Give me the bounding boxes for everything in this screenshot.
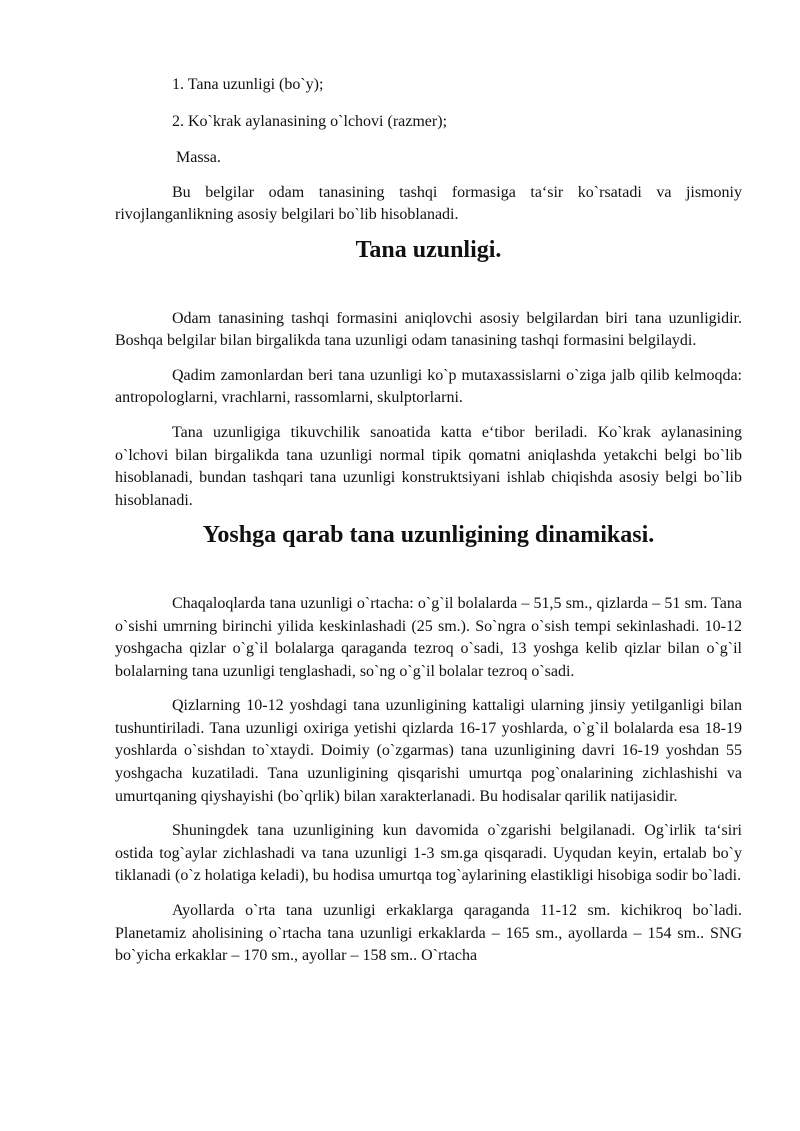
list-item-chest-girth: 2. Ko`krak aylanasining o`lchovi (razmer);	[172, 112, 448, 130]
document-body	[115, 74, 742, 980]
list-item-mass: Massa.	[176, 149, 221, 167]
list-item-body-length: 1. Tana uzunligi (bo`y);	[172, 76, 324, 93]
paragraph: Chaqaloqlarda tana uzunligi o`rtacha: o`g`il bolalarda – 51,5 sm., qizlarda – 51 sm. Tana o`sishi umrning birinchi yilida keskinlashadi (25 sm.). So`ngra o`sish tempi sekinlashadi. 10-12 yoshgacha qizlar o`g`il bolalarga qaraganda tezroq o`sadi, 13 yoshga kelib qizlar bilan o`g`il bolalarning tana uzunligi tenglashadi, so`ng o`g`il bolalar tezroq o`sadi.	[115, 594, 742, 680]
section-heading-age-dynamics: Yoshga qarab tana uzunligining dinamikasi.	[202, 522, 655, 549]
intro-paragraph: Bu belgilar odam tanasining tashqi formasiga ta‘sir ko`rsatadi va jismoniy rivojlanganlikning asosiy belgilari bo`lib hisoblanadi.	[115, 183, 742, 224]
paragraph: Ayollarda o`rta tana uzunligi erkaklarga qaraganda 11-12 sm. kichikroq bo`ladi. Planetamiz aholisining o`rtacha tana uzunligi erkaklarda – 165 sm., ayollarda – 154 sm.. SNG bo`yicha erkaklar – 170 sm., ayollar – 158 sm.. O`rtacha	[115, 902, 742, 965]
paragraph: Shuningdek tana uzunligining kun davomida o`zgarishi belgilanadi. Og`irlik ta‘siri ostida tog`aylar zichlashadi va tana uzunligi 1-3 sm.ga qisqaradi. Uyqudan keyin, ertalab bo`y tiklanadi (o`z holatiga keladi), bu hodisa umurtqa tog`aylarining elastikligi hisobiga sodir bo`ladi.	[115, 822, 742, 885]
paragraph: Odam tanasining tashqi formasini aniqlovchi asosiy belgilardan biri tana uzunligidir. Boshqa belgilar bilan birgalikda tana uzunligi odam tanasining tashqi formasini belgilaydi.	[115, 309, 742, 350]
paragraph: Qadim zamonlardan beri tana uzunligi ko`p mutaxassislarni o`ziga jalb qilib kelmoqda: antropologlarni, vrachlarni, rassomlarni, skulptorlarni.	[115, 366, 742, 407]
section-heading-body-length: Tana uzunligi.	[355, 236, 502, 263]
paragraph: Qizlarning 10-12 yoshdagi tana uzunligining kattaligi ularning jinsiy yetilganligi bilan tushuntiriladi. Tana uzunligi oxiriga yetishi qizlarda 16-17 yoshlarda, o`g`il bolalarda esa 18-19 yoshlarda o`sishdan to`xtaydi. Doimiy (o`zgarmas) tana uzunligining davri 16-19 yoshdan 55 yoshgacha kuzatiladi. Tana uzunligining qisqarishi umurtqa pog`onalarining zichlashishi va umurtqaning qiyshayishi (bo`qrlik) bilan xarakterlanadi. Bu hodisalar qarilik natijasidir.	[115, 697, 742, 805]
paragraph: Tana uzunligiga tikuvchilik sanoatida katta e‘tibor beriladi. Ko`krak aylanasining o`lchovi bilan birgalikda tana uzunligi normal tipik qomatni aniqlashda yetakchi belgi bo`lib hisoblanadi, bundan tashqari tana uzunligi konstruktsiyani ishlab chiqishda asosiy belgi bo`lib hisoblanadi.	[115, 423, 742, 509]
